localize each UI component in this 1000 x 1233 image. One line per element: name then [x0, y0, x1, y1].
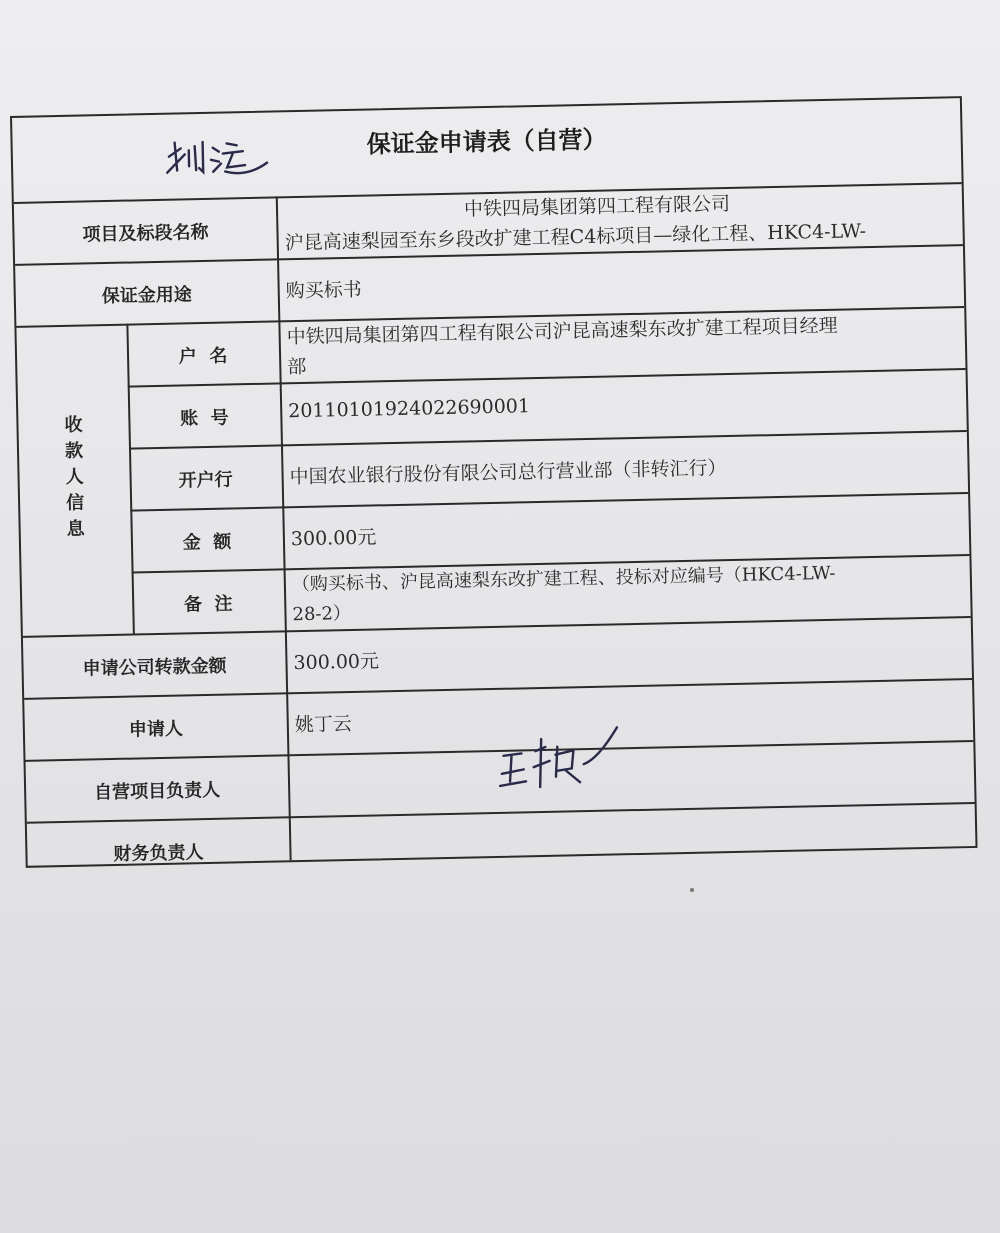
project-value-line2: 沪昆高速梨园至东乡段改扩建工程C4标项目—绿化工程、HKC4-LW- [284, 220, 867, 255]
payee-info-char-2: 款 [64, 440, 84, 462]
payee-info-char-4: 信 [65, 492, 85, 514]
project-lead-handwritten-signature [495, 723, 637, 800]
amount-value: 300.00元 [290, 526, 377, 551]
payee-info-char-5: 息 [66, 518, 85, 540]
remark-label: 备 注 [183, 593, 233, 616]
account-number-label: 账 号 [179, 407, 229, 430]
applicant-label: 申请人 [128, 718, 184, 741]
bank-label: 开户行 [178, 469, 233, 492]
transfer-amount-value: 300.00元 [293, 650, 380, 675]
payee-info-char-3: 人 [65, 466, 84, 488]
applicant-value: 姚丁云 [294, 712, 353, 737]
bank-value: 中国农业银行股份有限公司总行营业部（非转汇行） [289, 457, 727, 489]
payee-info-group-label [61, 412, 88, 542]
account-name-line1: 中铁四局集团第四工程有限公司沪昆高速梨东改扩建工程项目经理 [286, 314, 838, 349]
purpose-label: 保证金用途 [101, 284, 193, 308]
deposit-application-form [10, 96, 978, 868]
project-label: 项目及标段名称 [82, 221, 209, 246]
rule-after-project-lead [27, 802, 975, 824]
transfer-amount-label: 申请公司转款金额 [82, 655, 227, 680]
remark-line1: （购买标书、沪昆高速梨东改扩建工程、投标对应编号（HKC4-LW- [291, 562, 836, 596]
amount-label: 金 额 [182, 531, 232, 554]
top-handwritten-signature [162, 135, 273, 189]
paper-speck [690, 888, 694, 892]
rule-after-account-no [129, 430, 967, 450]
remark-line2: 28-2） [292, 602, 352, 626]
form-title: 保证金申请表（自营） [366, 125, 607, 159]
finance-lead-label: 财务负责人 [113, 842, 204, 865]
account-name-label: 户 名 [178, 345, 228, 368]
rule-after-transfer [24, 678, 972, 700]
project-lead-label: 自营项目负责人 [93, 779, 221, 804]
account-number-value: 20110101924022690001 [288, 395, 531, 423]
payee-info-char-1: 收 [64, 414, 83, 436]
account-name-line2: 部 [287, 355, 307, 379]
purpose-value: 购买标书 [285, 278, 362, 303]
project-value-line1: 中铁四局集团第四工程有限公司 [463, 192, 731, 221]
rule-after-bank [130, 492, 968, 512]
